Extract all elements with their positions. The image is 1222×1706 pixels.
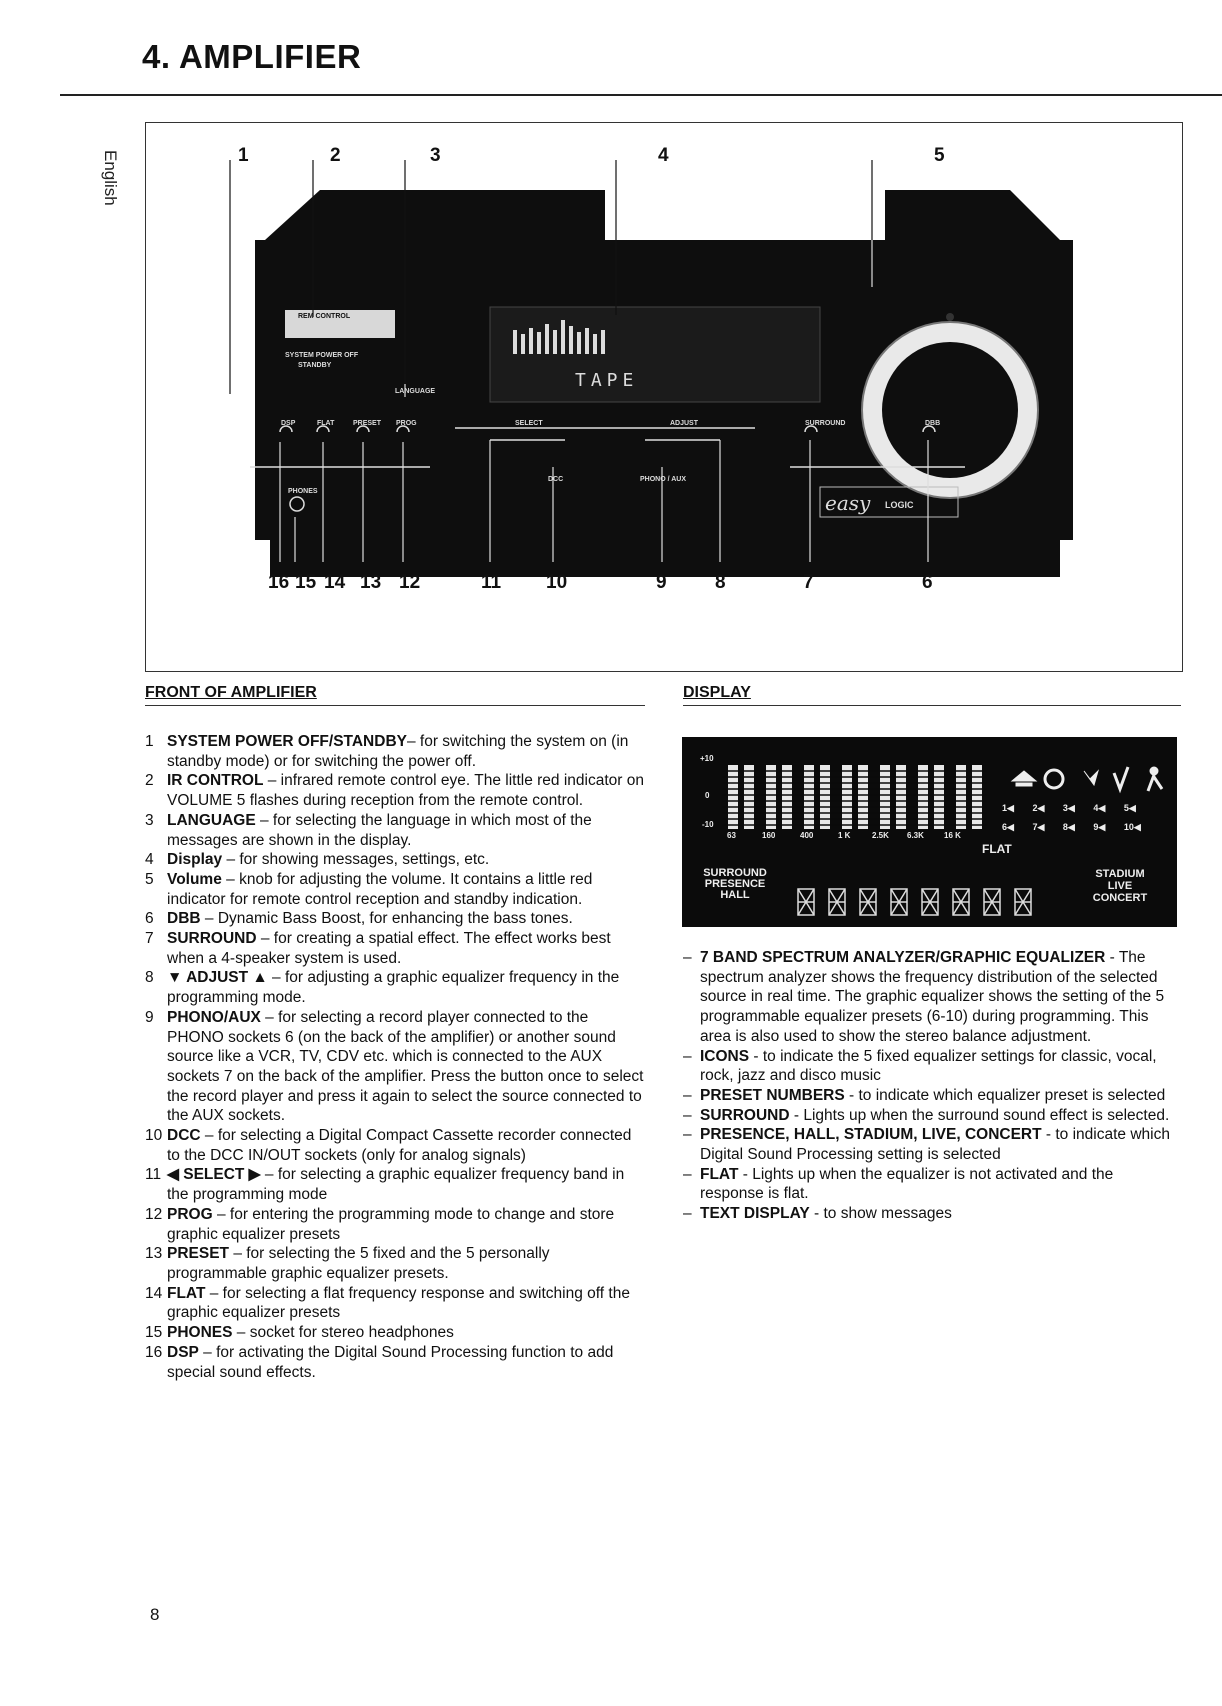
callout-15: 15 bbox=[295, 572, 317, 593]
easy-logo: easy bbox=[825, 491, 871, 515]
flat-indicator: FLAT bbox=[982, 842, 1012, 856]
dsp-label: DSP bbox=[281, 420, 296, 427]
rem-control-label: REM CONTROL bbox=[298, 313, 351, 320]
freq-400: 400 bbox=[800, 831, 814, 840]
list-item: 9 PHONO/AUX – for selecting a record player connected to the PHONO sockets 6 (on the back of the amplifier) or another sound source like a VCR, TV, CDV etc. which is connected to the AUX sockets 7 on the back of the amplifier. Press the button once to select the record player and press it again to select the source connected to the AUX sockets. bbox=[145, 1008, 644, 1125]
callout-8: 8 bbox=[715, 572, 726, 593]
list-item: – SURROUND - Lights up when the surround sound effect is selected. bbox=[683, 1106, 1170, 1124]
select-label: SELECT bbox=[515, 420, 543, 427]
front-items-list bbox=[145, 732, 645, 1382]
preset-numbers-row1: 1◀ 2◀ 3◀ 4◀ 5◀ bbox=[1002, 803, 1136, 813]
adjust-label: ADJUST bbox=[670, 420, 699, 427]
freq-2-5k: 2.5K bbox=[872, 831, 889, 840]
front-heading-rule bbox=[145, 705, 645, 706]
callout-2: 2 bbox=[330, 145, 341, 166]
callout-5: 5 bbox=[934, 145, 945, 166]
flat-label: FLAT bbox=[317, 420, 335, 427]
list-item: 13 PRESET – for selecting the 5 fixed and the 5 personally programmable graphic equalizer presets. bbox=[145, 1245, 550, 1282]
logic-logo-text: LOGIC bbox=[885, 500, 914, 510]
list-item: – FLAT - Lights up when the equalizer is not activated and the response is flat. bbox=[683, 1165, 1114, 1203]
callout-1: 1 bbox=[238, 145, 249, 166]
callout-13: 13 bbox=[360, 572, 382, 593]
standby-label: STANDBY bbox=[298, 362, 332, 369]
prog-label: PROG bbox=[396, 420, 417, 427]
display-text-tape: TAPE bbox=[575, 370, 639, 391]
list-item: 16 DSP – for activating the Digital Sound Processing function to add special sound effects. bbox=[145, 1343, 614, 1381]
side-language-tab: English bbox=[101, 150, 120, 206]
preset-label: PRESET bbox=[353, 420, 382, 427]
list-item: – 7 BAND SPECTRUM ANALYZER/GRAPHIC EQUALIZER - The spectrum analyzer shows the frequency distribution of the selected source in real time. The graphic equalizer shows the setting of the 5 programmable equalizer presets (6-10) during programming. This area is also used to show the stereo balance adjustment. bbox=[683, 949, 1165, 1045]
callout-10: 10 bbox=[546, 572, 568, 593]
page-number: 8 bbox=[150, 1605, 160, 1624]
dsp-mode-right: STADIUM LIVE CONCERT bbox=[1092, 868, 1148, 904]
callout-4: 4 bbox=[658, 145, 669, 166]
list-item: 10 DCC – for selecting a Digital Compact Cassette recorder connected to the DCC IN/OUT sockets (only for analog signals) bbox=[145, 1127, 632, 1164]
callout-11: 11 bbox=[481, 572, 502, 593]
display-heading-rule bbox=[683, 705, 1181, 706]
callout-14: 14 bbox=[324, 572, 346, 593]
callout-6: 6 bbox=[922, 572, 933, 593]
scale-0: 0 bbox=[705, 791, 710, 800]
dcc-label: DCC bbox=[548, 476, 564, 483]
list-item: – TEXT DISPLAY - to show messages bbox=[683, 1205, 952, 1223]
language-label: LANGUAGE bbox=[395, 388, 436, 395]
freq-6-3k: 6.3K bbox=[907, 831, 924, 840]
system-power-label: SYSTEM POWER OFF bbox=[285, 352, 359, 359]
list-item: 4 Display – for showing messages, settings, etc. bbox=[145, 851, 490, 869]
list-item: 2 IR CONTROL – infrared remote control eye. The little red indicator on VOLUME 5 flashes during reception from the remote control. bbox=[145, 772, 644, 810]
callout-3: 3 bbox=[430, 145, 441, 166]
front-heading: FRONT OF AMPLIFIER bbox=[145, 684, 317, 701]
callout-16: 16 bbox=[268, 572, 290, 593]
callout-9: 9 bbox=[656, 572, 667, 593]
freq-63: 63 bbox=[727, 831, 736, 840]
freq-160: 160 bbox=[762, 831, 776, 840]
freq-1k: 1 K bbox=[838, 831, 851, 840]
list-item: 5 Volume – knob for adjusting the volume. It contains a little red indicator for remote control reception and standby indication. bbox=[145, 870, 593, 908]
list-item: 12 PROG – for entering the programming mode to change and store graphic equalizer presets bbox=[145, 1205, 615, 1243]
list-item: 6 DBB – Dynamic Bass Boost, for enhancing the bass tones. bbox=[145, 910, 573, 928]
freq-16k: 16 K bbox=[944, 831, 961, 840]
callout-7: 7 bbox=[803, 572, 814, 593]
list-item: 1 SYSTEM POWER OFF/STANDBY– for switching the system on (in standby mode) or for switching the power off. bbox=[145, 733, 629, 770]
list-item: 15 PHONES – socket for stereo headphones bbox=[145, 1324, 454, 1342]
scale-plus10: +10 bbox=[700, 754, 714, 763]
title-rule bbox=[60, 94, 1222, 96]
display-heading: DISPLAY bbox=[683, 684, 751, 701]
scale-minus10: -10 bbox=[702, 820, 714, 829]
dbb-label: DBB bbox=[925, 420, 941, 427]
phones-label: PHONES bbox=[288, 488, 318, 495]
list-item: 3 LANGUAGE – for selecting the language in which most of the messages are shown in the display. bbox=[145, 811, 592, 849]
list-item: – PRESET NUMBERS - to indicate which equalizer preset is selected bbox=[683, 1086, 1166, 1104]
preset-numbers-row2: 6◀ 7◀ 8◀ 9◀ 10◀ bbox=[1002, 822, 1141, 832]
list-item: – ICONS - to indicate the 5 fixed equalizer settings for classic, vocal, rock, jazz and disco music bbox=[683, 1047, 1157, 1085]
phono-aux-label: PHONO / AUX bbox=[640, 476, 687, 483]
callout-12: 12 bbox=[399, 572, 421, 593]
dsp-mode-left: SURROUND PRESENCE HALL bbox=[703, 867, 767, 901]
list-item: 14 FLAT – for selecting a flat frequency response and switching off the graphic equalizer presets bbox=[145, 1284, 630, 1322]
list-item: 11 ◀ SELECT ▶ – for selecting a graphic equalizer frequency band in the programming mode bbox=[145, 1166, 625, 1204]
display-items-list bbox=[683, 948, 1181, 1224]
surround-label: SURROUND bbox=[805, 420, 846, 427]
page-title: 4. AMPLIFIER bbox=[142, 38, 362, 75]
list-item: 7 SURROUND – for creating a spatial effect. The effect works best when a 4-speaker system is used. bbox=[145, 930, 611, 967]
list-item: – PRESENCE, HALL, STADIUM, LIVE, CONCERT - to indicate which Digital Sound Processing setting is selected bbox=[683, 1126, 1170, 1164]
list-item: 8 ▼ ADJUST ▲ – for adjusting a graphic equalizer frequency in the programming mode. bbox=[145, 969, 620, 1007]
